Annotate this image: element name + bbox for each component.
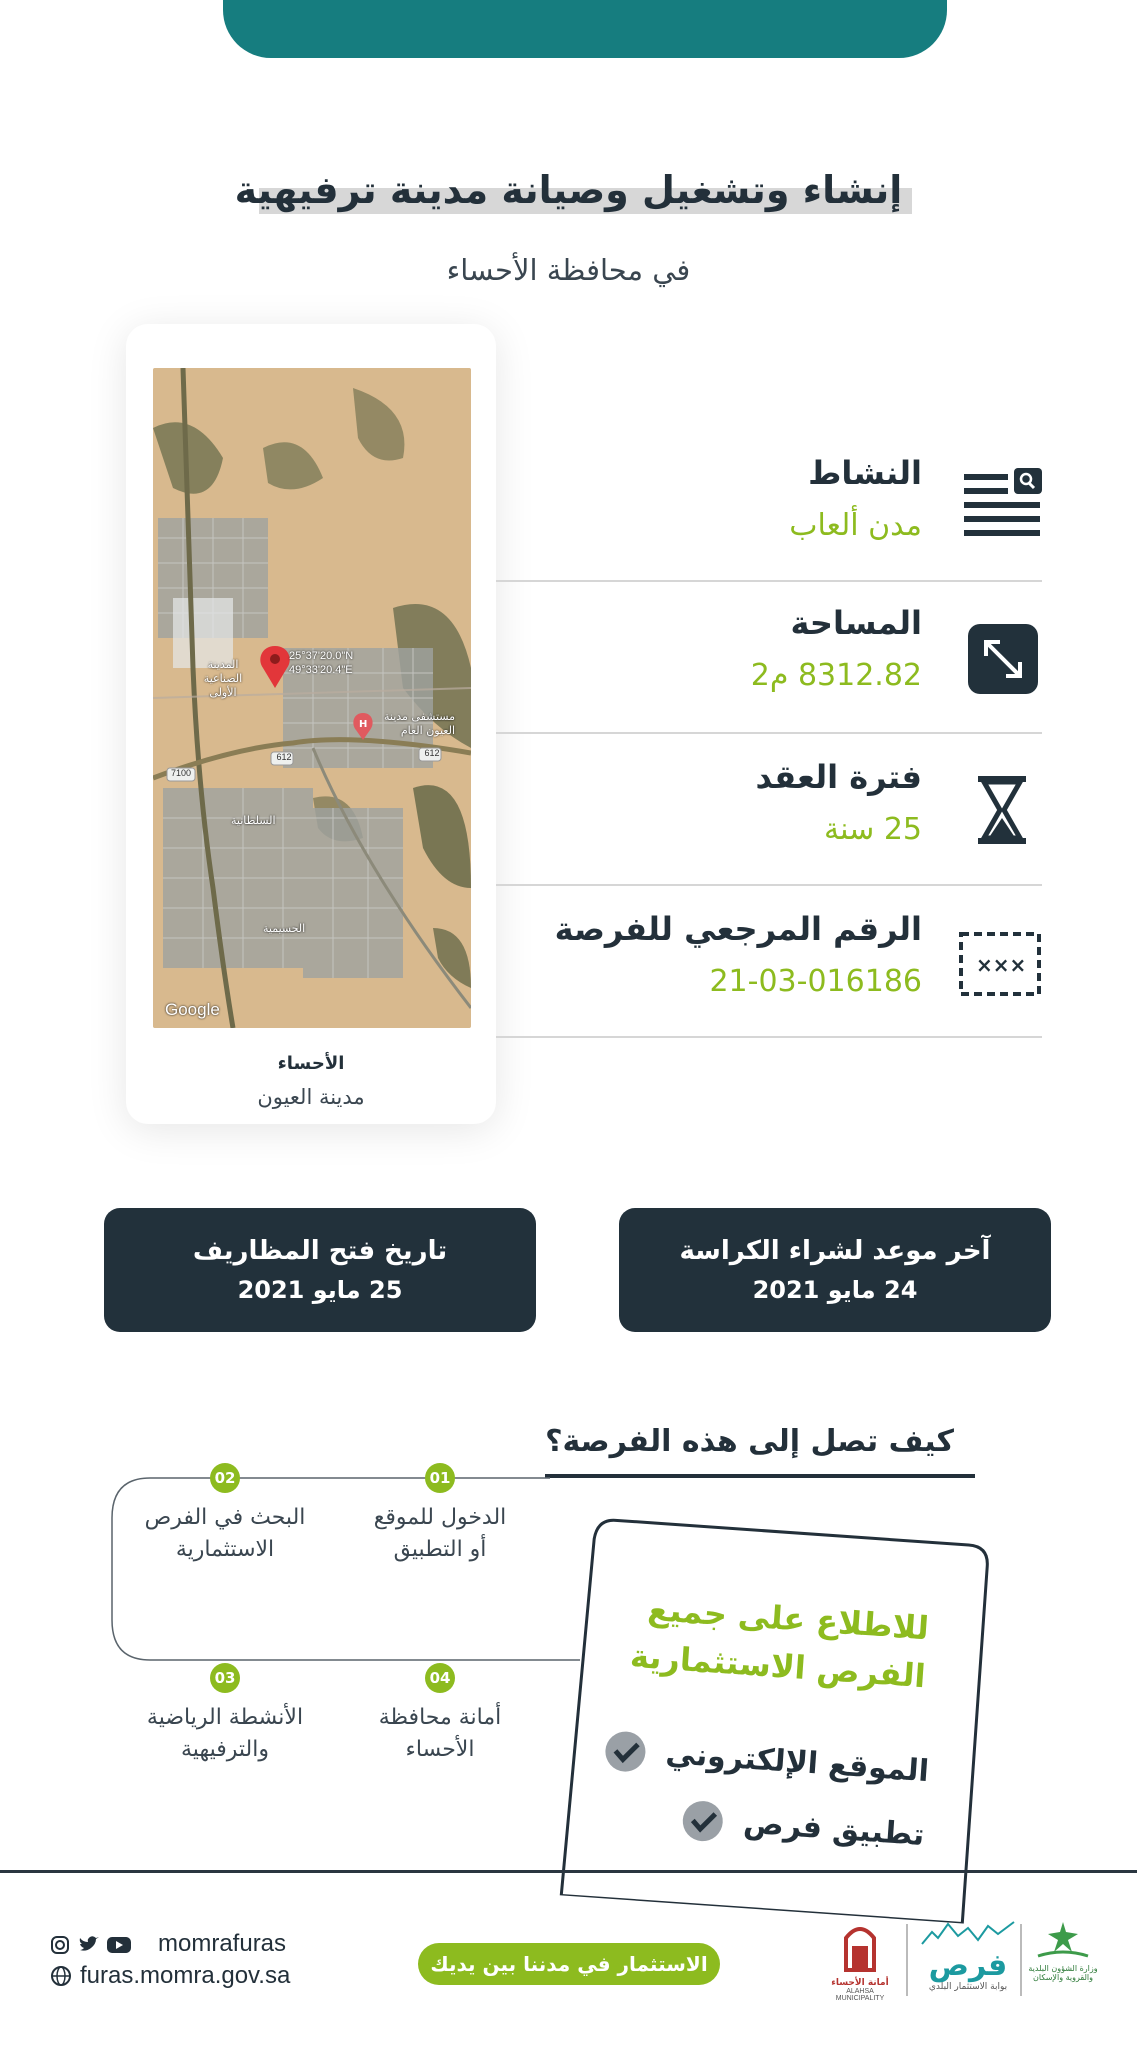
promo-card: [572, 1530, 980, 1910]
furas-logo-text: فرص: [928, 1948, 1008, 1983]
logo-divider: [906, 1924, 908, 1996]
alahsa-municipality-logo: [822, 1918, 898, 2004]
instagram-icon[interactable]: [50, 1935, 72, 1955]
map-road-612-b: 612: [424, 748, 440, 758]
step-01-text: [325, 1502, 555, 1566]
furas-logo-sub: بوابة الاستثمار البلدي: [928, 1982, 1008, 1992]
step-03-number: 03: [210, 1663, 240, 1693]
map-label-industrial: المدينة الصناعية الأولى: [203, 658, 243, 699]
map-district: مدينة العيون: [257, 1085, 365, 1109]
purchase-deadline-card: [619, 1208, 1051, 1332]
map-label-saltaniya: السلطانية: [231, 814, 276, 827]
opening-date-value: 25 مايو 2021: [237, 1276, 403, 1304]
map-road-612-a: 612: [276, 752, 292, 762]
reference-value: 21-03-016186: [709, 964, 922, 999]
info-row-area: [496, 580, 1042, 734]
how-title: كيف تصل إلى هذه الفرصة؟: [545, 1424, 954, 1459]
promo-title-line2: الفرص الاستثمارية: [628, 1636, 927, 1696]
logo-divider: [1020, 1924, 1022, 1996]
map-label-hospital: مستشفى مدينة العيون العام: [383, 710, 455, 737]
promo-title-line1: للاطلاع على جميع: [646, 1589, 931, 1648]
check-icon: [682, 1800, 725, 1843]
purchase-deadline-value: 24 مايو 2021: [752, 1276, 918, 1304]
search-document-icon: [962, 466, 1042, 546]
alahsa-logo-text-en: ALAHSA MUNICIPALITY: [835, 1988, 885, 2002]
activity-label: النشاط: [808, 454, 922, 492]
opening-date-label: تاريخ فتح المظاريف: [192, 1236, 448, 1266]
step-04-text: [325, 1702, 555, 1766]
step-01-line1: الدخول للموقع: [373, 1505, 507, 1530]
top-banner: [223, 0, 947, 58]
title-block: [0, 168, 1137, 212]
period-label: فترة العقد: [755, 758, 922, 796]
map-coords-lat: 25°37'20.0"N: [289, 650, 354, 662]
globe-icon: [50, 1965, 72, 1987]
satellite-map[interactable]: [153, 368, 471, 1028]
hourglass-icon: [962, 772, 1042, 852]
map-coords-lon: 49°33'20.4"E: [289, 664, 353, 676]
info-row-period: [496, 732, 1042, 886]
map-road-7100: 7100: [170, 768, 192, 778]
area-value: 8312.82 م2: [750, 658, 922, 693]
expand-icon: [962, 620, 1042, 700]
google-logo: Google: [165, 1000, 220, 1019]
page-title-text: إنشاء وتشغيل وصيانة مدينة ترفيهية: [234, 168, 903, 212]
ministry-logo: [1028, 1918, 1098, 2004]
activity-value: مدن ألعاب: [789, 508, 922, 543]
ministry-logo-text: وزارة الشؤون البلدية والقروية والإسكان: [1028, 1964, 1098, 1982]
alahsa-logo-text: أمانة الأحساء: [831, 1978, 889, 1988]
promo-card-frame: [559, 1516, 993, 1924]
page-title: [235, 168, 903, 212]
svg-text:×××: ×××: [976, 953, 1027, 977]
step-04-number: 04: [425, 1663, 455, 1693]
step-02-line1: البحث في الفرص: [144, 1505, 306, 1530]
step-03-line1: الأنشطة الرياضية: [146, 1705, 304, 1730]
step-04-line1: أمانة محافظة: [378, 1705, 502, 1730]
purchase-deadline-label: آخر موعد لشراء الكراسة: [679, 1236, 991, 1266]
map-label-south: الحسيمية: [263, 922, 306, 935]
reference-label: الرقم المرجعي للفرصة: [554, 910, 922, 948]
info-row-reference: [496, 884, 1042, 1038]
promo-item-app-label: تطبيق فرص: [742, 1805, 926, 1854]
step-03-line2: والترفيهية: [181, 1737, 269, 1762]
step-01-line2: أو التطبيق: [393, 1537, 487, 1562]
step-02-number: 02: [210, 1463, 240, 1493]
social-handle[interactable]: momrafuras: [158, 1930, 287, 1957]
twitter-icon[interactable]: [78, 1935, 100, 1955]
youtube-icon[interactable]: [106, 1935, 128, 1955]
ticket-icon: [958, 924, 1042, 1004]
step-02-text: [110, 1502, 340, 1566]
map-city: الأحساء: [277, 1053, 345, 1074]
opening-date-card: [104, 1208, 536, 1332]
step-04-line2: الأحساء: [405, 1737, 475, 1762]
footer-divider: [0, 1870, 1137, 1873]
step-02-line2: الاستثمارية: [175, 1537, 275, 1562]
how-underline: [545, 1474, 975, 1478]
step-03-text: [110, 1702, 340, 1766]
tagline-badge: الاستثمار في مدننا بين يديك: [418, 1943, 720, 1985]
promo-item-website-label: الموقع الإلكتروني: [664, 1735, 930, 1790]
website-link[interactable]: furas.momra.gov.sa: [80, 1962, 291, 1989]
page-subtitle: في محافظة الأحساء: [446, 253, 691, 287]
period-value: 25 سنة: [824, 812, 922, 847]
info-row-activity: [496, 428, 1042, 582]
svg-text:H: H: [359, 719, 368, 730]
check-icon: [604, 1730, 647, 1773]
step-01-number: 01: [425, 1463, 455, 1493]
furas-logo: [918, 1918, 1018, 2004]
area-label: المساحة: [790, 604, 922, 642]
